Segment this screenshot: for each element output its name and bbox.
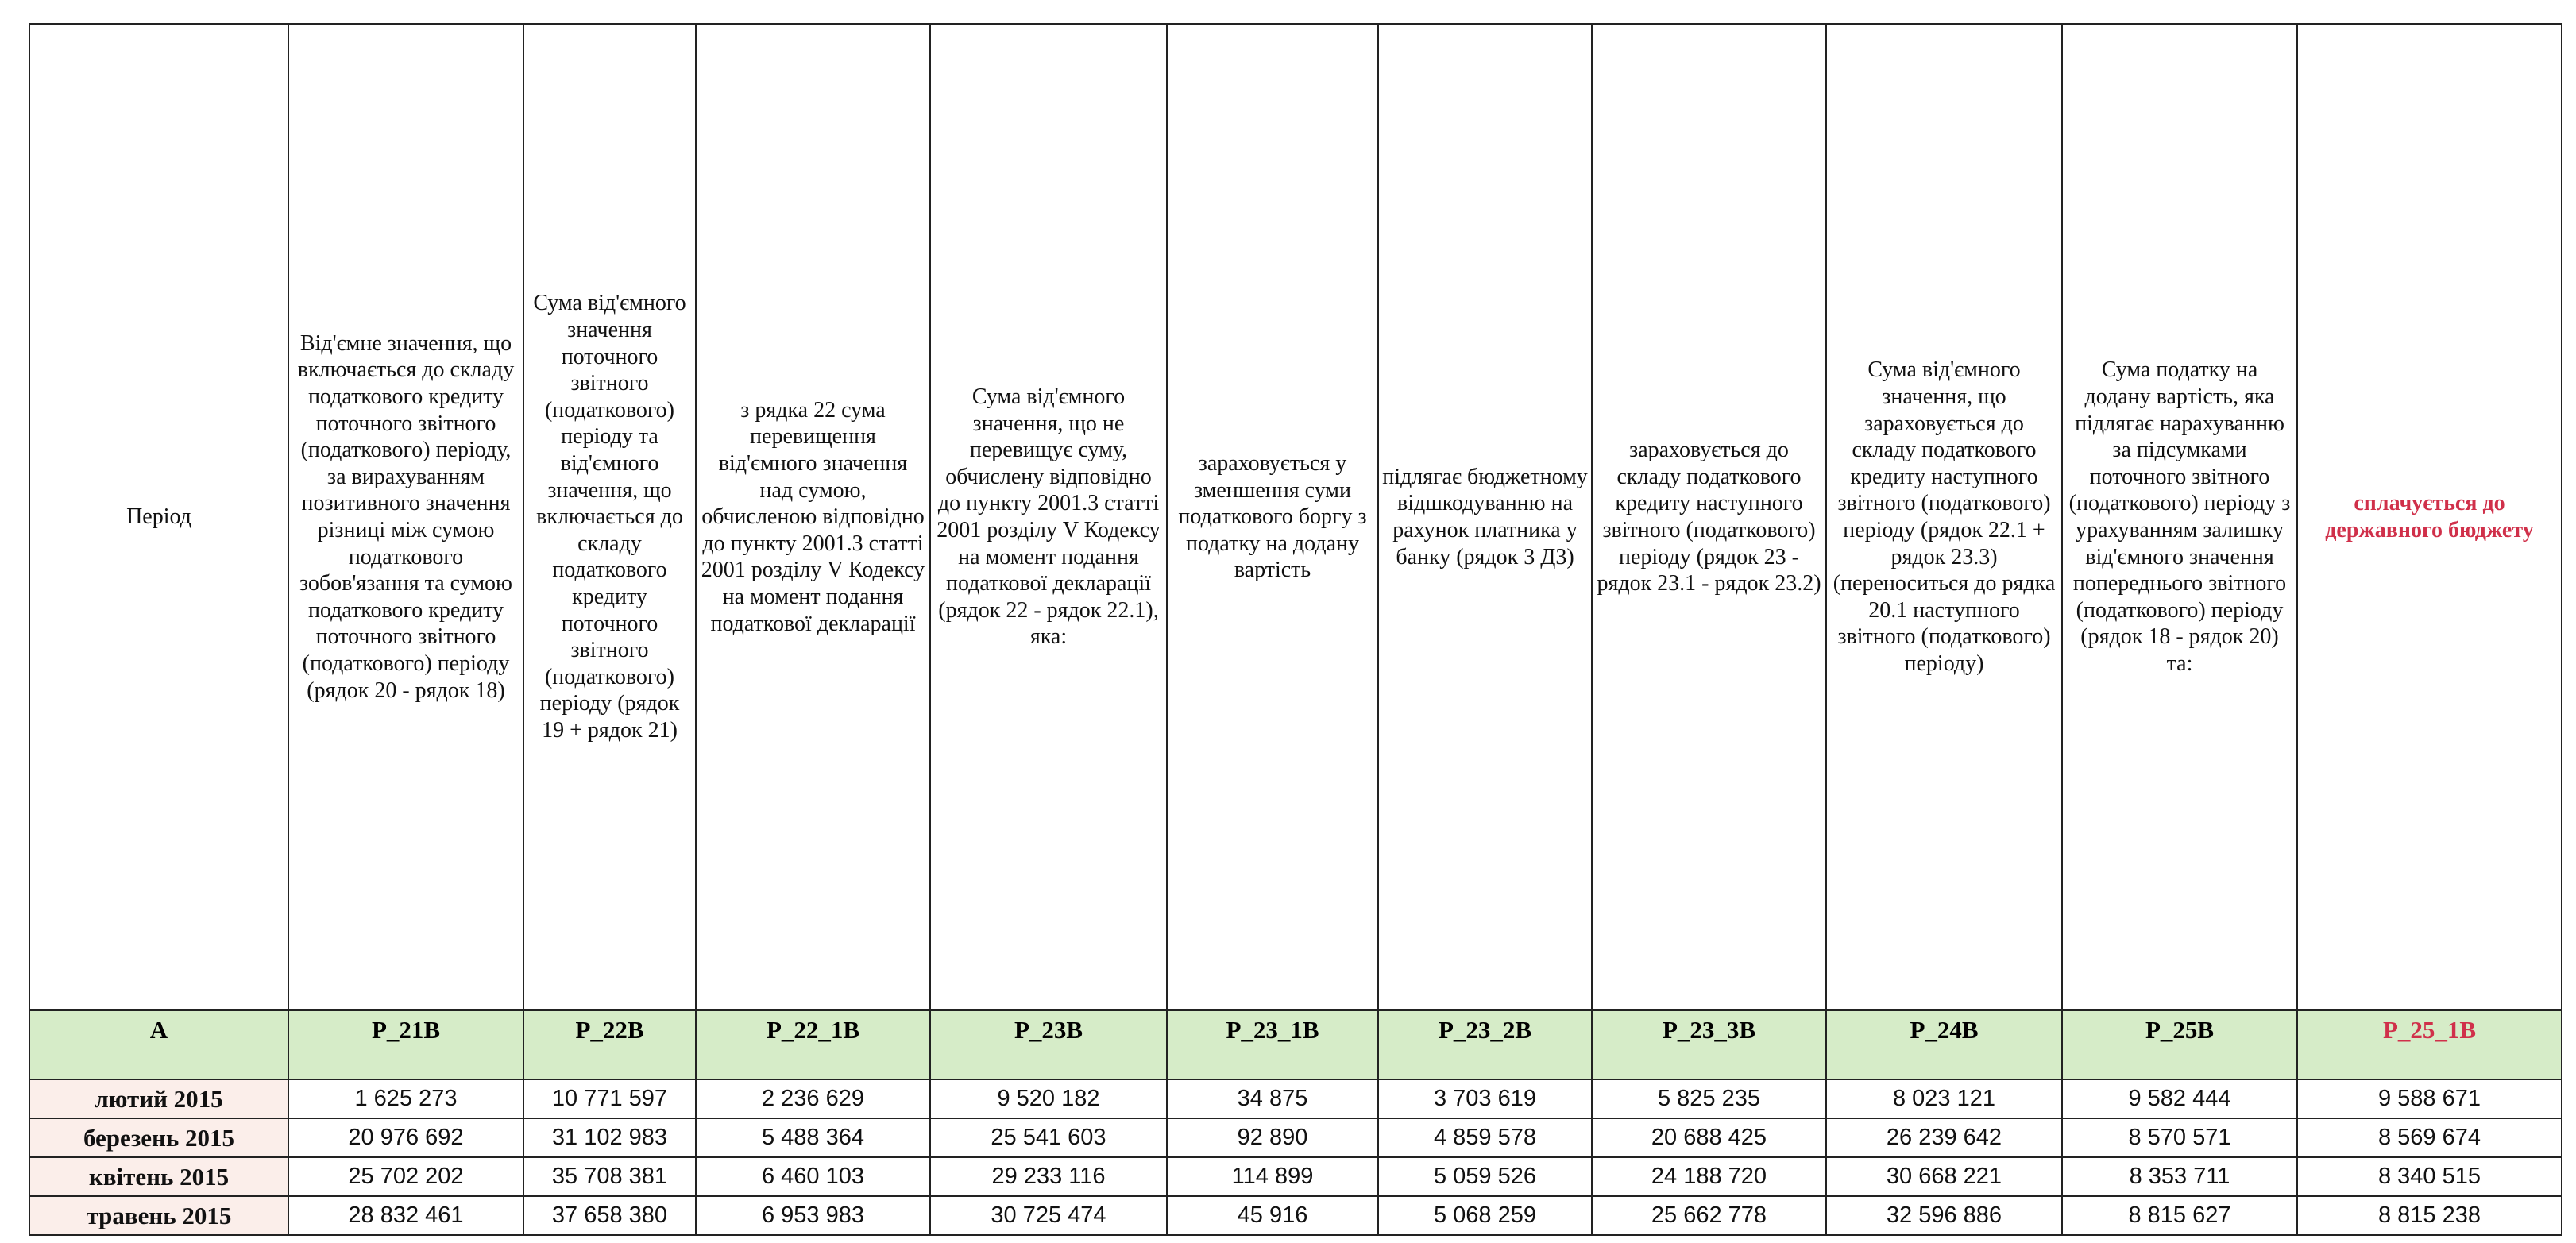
value-cell: 5 488 364: [696, 1118, 930, 1157]
value-cell: 35 708 381: [523, 1157, 696, 1196]
column-code: А: [29, 1010, 288, 1079]
column-code: Р_23_3В: [1592, 1010, 1826, 1079]
value-cell: 37 658 380: [523, 1196, 696, 1235]
period-cell: квітень 2015: [29, 1157, 288, 1196]
table-row: [29, 1079, 2562, 1118]
value-cell: 5 059 526: [1378, 1157, 1592, 1196]
value-cell: 25 702 202: [288, 1157, 523, 1196]
column-header: Від'ємне значення, що включається до складу податкового кредиту поточного звітного (податкового) періоду, за вирахуванням позитивного значення різниці між сумою податкового зобов'язання та сумою податкового кредиту поточного звітного (податкового) періоду (рядок 20 - рядок 18): [288, 24, 523, 1010]
value-cell: 9 588 671: [2297, 1079, 2562, 1118]
value-cell: 25 662 778: [1592, 1196, 1826, 1235]
column-header: Період: [29, 24, 288, 1010]
column-code: Р_21В: [288, 1010, 523, 1079]
column-header: Сума від'ємного значення, що не перевищує суму, обчислену відповідно до пункту 2001.3 статті 2001 розділу V Кодексу на момент подання податкової декларації (рядок 22 - рядок 22.1), яка:: [930, 24, 1167, 1010]
column-header: сплачується до державного бюджету: [2297, 24, 2562, 1010]
table-row: [29, 1196, 2562, 1235]
column-header: підлягає бюджетному відшкодуванню на рахунок платника у банку (рядок 3 Д3): [1378, 24, 1592, 1010]
column-header: зараховується до складу податкового кредиту наступного звітного (податкового) періоду (рядок 23 - рядок 23.1 - рядок 23.2): [1592, 24, 1826, 1010]
table-row: [29, 1157, 2562, 1196]
value-cell: 9 582 444: [2062, 1079, 2297, 1118]
value-cell: 1 625 273: [288, 1079, 523, 1118]
value-cell: 20 976 692: [288, 1118, 523, 1157]
column-header: Сума від'ємного значення поточного звітного (податкового) періоду та від'ємного значення, що включається до складу податкового кредиту поточного звітного (податкового) періоду (рядок 19 + рядок 21): [523, 24, 696, 1010]
value-cell: 114 899: [1167, 1157, 1378, 1196]
value-cell: 4 859 578: [1378, 1118, 1592, 1157]
value-cell: 10 771 597: [523, 1079, 696, 1118]
value-cell: 30 725 474: [930, 1196, 1167, 1235]
value-cell: 5 068 259: [1378, 1196, 1592, 1235]
period-cell: лютий 2015: [29, 1079, 288, 1118]
value-cell: 6 953 983: [696, 1196, 930, 1235]
table-row: [29, 1118, 2562, 1157]
value-cell: 8 340 515: [2297, 1157, 2562, 1196]
value-cell: 28 832 461: [288, 1196, 523, 1235]
value-cell: 8 815 238: [2297, 1196, 2562, 1235]
value-cell: 32 596 886: [1826, 1196, 2062, 1235]
column-header: Сума податку на додану вартість, яка підлягає нарахуванню за підсумками поточного звітного (податкового) періоду з урахуванням залишку від'ємного значення попереднього звітного (податкового) періоду (рядок 18 - рядок 20) та:: [2062, 24, 2297, 1010]
column-code: Р_23_1В: [1167, 1010, 1378, 1079]
column-header: Сума від'ємного значення, що зараховується до складу податкового кредиту наступного звітного (податкового) періоду (рядок 22.1 + рядок 23.3) (переноситься до рядка 20.1 наступного звітного (податкового) періоду): [1826, 24, 2062, 1010]
value-cell: 29 233 116: [930, 1157, 1167, 1196]
column-code: Р_25_1В: [2297, 1010, 2562, 1079]
value-cell: 20 688 425: [1592, 1118, 1826, 1157]
value-cell: 25 541 603: [930, 1118, 1167, 1157]
column-code: Р_23_2В: [1378, 1010, 1592, 1079]
value-cell: 5 825 235: [1592, 1079, 1826, 1118]
period-cell: березень 2015: [29, 1118, 288, 1157]
period-cell: травень 2015: [29, 1196, 288, 1235]
value-cell: 31 102 983: [523, 1118, 696, 1157]
value-cell: 34 875: [1167, 1079, 1378, 1118]
value-cell: 8 023 121: [1826, 1079, 2062, 1118]
column-code: Р_24В: [1826, 1010, 2062, 1079]
value-cell: 26 239 642: [1826, 1118, 2062, 1157]
column-code: Р_22_1В: [696, 1010, 930, 1079]
value-cell: 3 703 619: [1378, 1079, 1592, 1118]
code-row: [29, 1010, 2562, 1079]
column-code: Р_25В: [2062, 1010, 2297, 1079]
value-cell: 6 460 103: [696, 1157, 930, 1196]
vat-report-table: [29, 23, 2562, 1236]
column-header: зараховується у зменшення суми податкового боргу з податку на додану вартість: [1167, 24, 1378, 1010]
value-cell: 24 188 720: [1592, 1157, 1826, 1196]
column-code: Р_23В: [930, 1010, 1167, 1079]
header-row: [29, 24, 2562, 1010]
value-cell: 9 520 182: [930, 1079, 1167, 1118]
value-cell: 45 916: [1167, 1196, 1378, 1235]
value-cell: 2 236 629: [696, 1079, 930, 1118]
value-cell: 8 353 711: [2062, 1157, 2297, 1196]
column-code: Р_22В: [523, 1010, 696, 1079]
value-cell: 8 815 627: [2062, 1196, 2297, 1235]
value-cell: 8 569 674: [2297, 1118, 2562, 1157]
value-cell: 92 890: [1167, 1118, 1378, 1157]
column-header: з рядка 22 сума перевищення від'ємного значення над сумою, обчисленою відповідно до пункту 2001.3 статті 2001 розділу V Кодексу на момент подання податкової декларації: [696, 24, 930, 1010]
value-cell: 8 570 571: [2062, 1118, 2297, 1157]
value-cell: 30 668 221: [1826, 1157, 2062, 1196]
